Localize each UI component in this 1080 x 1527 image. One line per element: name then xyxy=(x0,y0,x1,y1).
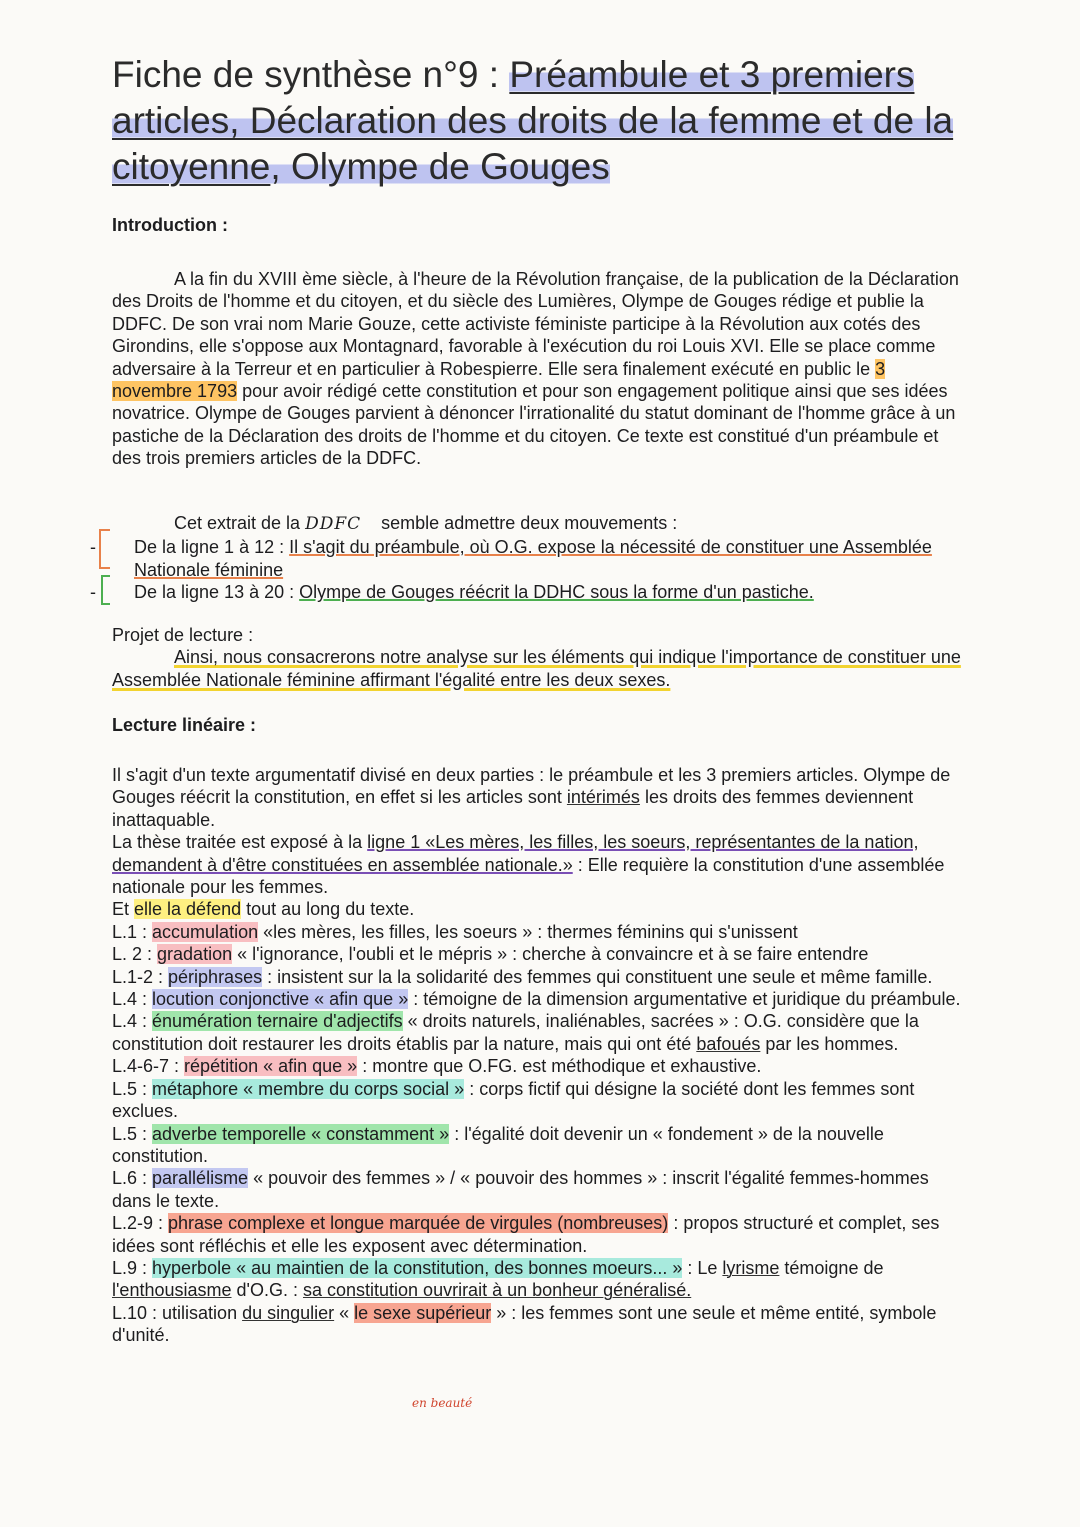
l5b-ref: L.5 : xyxy=(112,1123,153,1144)
page-title xyxy=(112,52,992,190)
l9-text-b: témoigne de xyxy=(779,1257,884,1278)
l467-figure: répétition « afin que » xyxy=(184,1056,358,1077)
l10-figure: le sexe supérieur xyxy=(354,1302,492,1323)
l12-figure: périphrases xyxy=(168,966,263,987)
l12-ref: L.1-2 : xyxy=(112,966,169,987)
movement-1: - De la ligne 1 à 12 : Il s'agit du préambule, où O.G. expose la nécessité de constituer une Assemblée Nationale féminine xyxy=(90,537,932,580)
title-author: , Olympe de Gouges xyxy=(270,146,610,187)
analysis-l1 xyxy=(112,921,967,943)
these-b: : Elle requière la constitution d'une assemblée nationale pour les femmes. xyxy=(112,854,945,898)
l4b-ref: L.4 : xyxy=(112,1011,153,1032)
l29-figure: phrase complexe et longue marquée de virgules (nombreuses) xyxy=(168,1213,669,1234)
l10-singulier: du singulier xyxy=(242,1302,335,1323)
movements-intro xyxy=(112,512,967,535)
l9-conclusion: sa constitution ouvrirait à un bonheur généralisé. xyxy=(302,1280,692,1301)
l5a-figure: métaphore « membre du corps social » xyxy=(152,1078,465,1099)
movements-intro-a: Cet extrait de la xyxy=(174,513,301,533)
l12-text: : insistent sur la la solidarité des femmes qui constituent une seule et même famille. xyxy=(262,966,933,987)
handwritten-note: en beauté xyxy=(412,1396,473,1410)
l10-text: » : les femmes sont une seule et même entité, symbole d'unité. xyxy=(112,1302,937,1346)
l4b-figure: énumération ternaire d'adjectifs xyxy=(152,1011,403,1032)
intro-text-b: pour avoir rédigé cette constitution et pour son engagement politique ainsi que ses idées novatrice. Olympe de Gouges parvient à dénoncer l'irrationalité du statut dominant de l'homme grâce à un pastiche de la Déclaration des droits de l'homme et du citoyen. Ce texte est constitué d'un préambule et des trois premiers articles de la DDFC. xyxy=(112,381,956,469)
lecture-intro-a: Il s'agit d'un texte argumentatif divisé en deux parties : le préambule et les 3 premiers articles. Olympe de Gouges réécrit la constitution, en effet si les articles sont xyxy=(112,765,951,808)
lecture-intro xyxy=(112,764,967,831)
l4a-ref: L.4 : xyxy=(112,989,153,1010)
lecture-body xyxy=(112,764,967,1347)
intro-text-a: A la fin du XVIII ème siècle, à l'heure de la Révolution française, de la publication de la Déclaration des Droits de l'homme et du citoyen, et du siècle des Lumières, Olympe de Gouges rédige et publie la DDFC. De son vrai nom Marie Gouze, cette activiste féministe participe à la Révolution aux cotés des Girondins, elle s'oppose aux Montagnard, favorable à l'exécution du roi Louis XVI. Elle se place comme adversaire à la Terreur et en particulier à Robespierre. Elle sera finalement exécuté en public le xyxy=(112,269,959,379)
l6-figure: parallélisme xyxy=(152,1168,249,1189)
l6-text: « pouvoir des femmes » / « pouvoir des hommes » : inscrit l'égalité femmes-hommes dans le texte. xyxy=(112,1168,929,1211)
l9-lyrisme: lyrisme xyxy=(722,1257,780,1278)
analysis-l29 xyxy=(112,1212,967,1257)
movement-2: - De la ligne 13 à 20 : Olympe de Gouges réécrit la DDHC sous la forme d'un pastiche. xyxy=(90,582,814,603)
l10-ref: L.10 : utilisation xyxy=(112,1302,243,1323)
these-quote: ligne 1 «Les mères, les filles, les soeurs, représentantes de la nation, demandent à d'être constituées en assemblée nationale.» xyxy=(112,832,919,875)
l2-text: « l'ignorance, l'oubli et le mépris » : cherche à convaincre et à se faire entendre xyxy=(232,944,869,965)
lecture-heading: Lecture linéaire : xyxy=(112,715,257,735)
analysis-l5b xyxy=(112,1123,967,1168)
l5a-text: : corps fictif qui désigne la société dont les femmes sont exclues. xyxy=(112,1078,915,1122)
analysis-l6 xyxy=(112,1167,967,1212)
lecture-these xyxy=(112,831,967,898)
title-work: Préambule et 3 premiers articles, Déclaration des droits de la femme et de la citoyenne xyxy=(112,54,954,187)
movements-intro-b: semble admettre deux mouvements : xyxy=(381,513,678,533)
projet-text: Ainsi, nous consacrerons notre analyse sur les éléments qui indique l'importance de constituer une Assemblée Nationale féminine affirmant l'égalité entre les deux sexes. xyxy=(112,647,961,690)
l5b-figure: adverbe temporelle « constamment » xyxy=(152,1123,450,1144)
analysis-l467 xyxy=(112,1055,967,1077)
l5a-ref: L.5 : xyxy=(112,1078,153,1099)
l5b-text: : l'égalité doit devenir un « fondement » de la nouvelle constitution. xyxy=(112,1123,884,1166)
defend-highlight: elle la défend xyxy=(134,899,242,920)
analysis-l12 xyxy=(112,966,967,988)
l9-ref: L.9 : xyxy=(112,1257,153,1278)
movement-2-text: Olympe de Gouges réécrit la DDHC sous la forme d'un pastiche. xyxy=(299,582,814,603)
analysis-l2 xyxy=(112,943,967,965)
l467-ref: L.4-6-7 : xyxy=(112,1056,185,1077)
l10-quote-open: « xyxy=(334,1302,355,1323)
movement-2-lines: De la ligne 13 à 20 : xyxy=(134,582,300,603)
defend-a: Et xyxy=(112,899,135,920)
l29-ref: L.2-9 : xyxy=(112,1213,169,1234)
l4a-text: : témoigne de la dimension argumentative et juridique du préambule. xyxy=(408,989,961,1010)
defend-b: tout au long du texte. xyxy=(241,899,415,920)
analysis-l10 xyxy=(112,1302,967,1347)
l1-ref: L.1 : xyxy=(112,921,153,942)
analysis-l9 xyxy=(112,1257,967,1302)
l6-ref: L.6 : xyxy=(112,1168,153,1189)
l4b-text-end: par les hommes. xyxy=(760,1033,899,1054)
introduction-heading: Introduction : xyxy=(112,215,228,235)
l4a-figure: locution conjonctive « afin que » xyxy=(152,989,409,1010)
movement-1-lines: De la ligne 1 à 12 : xyxy=(134,537,290,558)
bracket-marks xyxy=(96,528,116,608)
l2-ref: L. 2 : xyxy=(112,944,158,965)
execution-date: 3 novembre 1793 xyxy=(112,358,886,402)
these-a: La thèse traitée est exposé à la xyxy=(112,832,368,853)
lecture-intro-underlined: intérimés xyxy=(566,787,640,808)
lecture-defend xyxy=(112,898,967,920)
projet-heading: Projet de lecture : xyxy=(112,625,254,645)
l9-text-a: : Le xyxy=(682,1257,723,1278)
l1-figure: accumulation xyxy=(152,921,259,942)
l9-enthousiasme: l'enthousiasme xyxy=(112,1280,232,1301)
title-prefix: Fiche de synthèse n°9 : xyxy=(112,54,510,95)
l9-text-c: d'O.G. : xyxy=(231,1280,303,1301)
analysis-l4a xyxy=(112,988,967,1010)
l4b-text: « droits naturels, inaliénables, sacrées » : O.G. considère que la constitution doit restaurer les droits établis par la nature, mais qui ont été xyxy=(112,1011,919,1054)
l1-text: «les mères, les filles, les soeurs » : thermes féminins qui s'unissent xyxy=(258,921,798,942)
l29-text: : propos structuré et complet, ses idées sont réfléchis et elle les exposent avec détermination. xyxy=(112,1213,940,1256)
l4b-underlined: bafoués xyxy=(696,1033,761,1054)
lecture-intro-b: les droits des femmes deviennent inattaquable. xyxy=(112,787,914,830)
analysis-l5a xyxy=(112,1078,967,1123)
analysis-l4b xyxy=(112,1010,967,1055)
handwritten-ddfc: DDFC xyxy=(305,514,362,534)
introduction-paragraph xyxy=(112,268,967,470)
movements-section xyxy=(90,512,967,604)
l2-figure: gradation xyxy=(157,944,233,965)
projet-section xyxy=(112,624,967,691)
l467-text: : montre que O.FG. est méthodique et exhaustive. xyxy=(357,1056,762,1077)
movement-1-text: Il s'agit du préambule, où O.G. expose la nécessité de constituer une Assemblée Nationale féminine xyxy=(134,537,932,580)
l9-figure: hyperbole « au maintien de la constitution, des bonnes moeurs... » xyxy=(152,1257,683,1278)
